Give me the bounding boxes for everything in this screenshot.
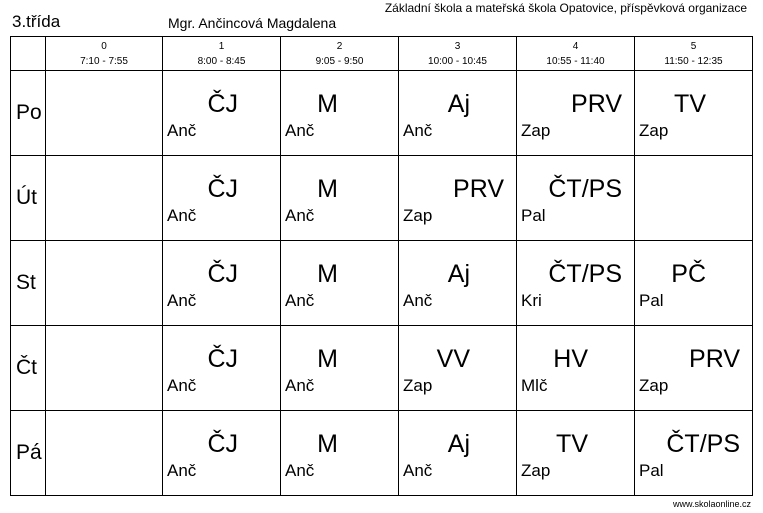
lesson-teacher: Anč (167, 376, 197, 395)
lesson-subject: ČT/PS (548, 175, 622, 203)
lesson-cell (399, 326, 517, 411)
lesson-subject: ČJ (207, 260, 238, 288)
lesson-teacher: Anč (167, 121, 197, 140)
school-name: Základní škola a mateřská škola Opatovice, příspěvková organizace (384, 1, 747, 15)
day-label: St (16, 271, 36, 294)
lesson-cell (517, 156, 635, 241)
lesson-cell (517, 241, 635, 326)
lesson-teacher: Anč (403, 291, 433, 310)
lesson-cell (635, 411, 753, 496)
lesson-subject: ČT/PS (666, 430, 740, 458)
lesson-cell (163, 411, 281, 496)
lesson-teacher: Zap (521, 461, 551, 480)
lesson-cell (46, 326, 163, 411)
lesson-teacher: Anč (285, 206, 315, 225)
period-header (635, 37, 753, 71)
day-cell (11, 326, 46, 411)
lesson-teacher: Pal (639, 291, 664, 310)
lesson-cell (281, 156, 399, 241)
period-header (46, 37, 163, 71)
day-label: Po (16, 101, 42, 124)
lesson-subject: ČJ (207, 175, 238, 203)
lesson-cell (46, 241, 163, 326)
lesson-subject: PRV (571, 90, 622, 118)
lesson-cell (517, 326, 635, 411)
lesson-teacher: Zap (403, 206, 433, 225)
lesson-subject: HV (553, 345, 588, 373)
lesson-cell (163, 326, 281, 411)
lesson-teacher: Anč (167, 206, 197, 225)
lesson-subject: ČJ (207, 430, 238, 458)
lesson-teacher: Pal (639, 461, 664, 480)
lesson-cell (46, 156, 163, 241)
lesson-teacher: Anč (403, 121, 433, 140)
lesson-subject: M (317, 175, 338, 203)
period-time: 11:50 - 12:35 (664, 56, 723, 67)
lesson-teacher: Zap (639, 376, 669, 395)
lesson-cell (281, 241, 399, 326)
period-time: 9:05 - 9:50 (315, 56, 364, 67)
period-number: 0 (101, 41, 107, 52)
period-number: 2 (336, 41, 343, 52)
lesson-cell (46, 411, 163, 496)
day-label: Čt (16, 356, 37, 379)
lesson-subject: PRV (689, 345, 740, 373)
lesson-subject: M (317, 260, 338, 288)
day-row (11, 326, 753, 411)
lesson-cell (635, 326, 753, 411)
class-name: 3.třída (12, 12, 61, 31)
period-number: 3 (454, 41, 461, 52)
day-row (11, 71, 753, 156)
period-time: 7:10 - 7:55 (80, 56, 128, 67)
lesson-teacher: Anč (285, 291, 315, 310)
lesson-teacher: Zap (639, 121, 669, 140)
lesson-teacher: Zap (521, 121, 551, 140)
lesson-cell (46, 71, 163, 156)
period-header (399, 37, 517, 71)
day-cell (11, 411, 46, 496)
lesson-cell (163, 71, 281, 156)
period-header (163, 37, 281, 71)
lesson-teacher: Anč (285, 461, 315, 480)
lesson-cell (163, 156, 281, 241)
lesson-subject: ČJ (207, 345, 238, 373)
lesson-subject: TV (556, 430, 588, 458)
lesson-subject: Aj (447, 430, 470, 458)
lesson-subject: Aj (447, 90, 470, 118)
lesson-cell (635, 241, 753, 326)
lesson-subject: ČT/PS (548, 260, 622, 288)
day-row (11, 411, 753, 496)
class-teacher: Mgr. Ančincová Magdalena (168, 15, 337, 31)
period-time: 10:00 - 10:45 (428, 56, 487, 67)
lesson-subject: M (317, 430, 338, 458)
lesson-subject: PČ (671, 260, 706, 288)
period-time: 8:00 - 8:45 (197, 56, 246, 67)
lesson-teacher: Mlč (521, 376, 548, 395)
lesson-teacher: Anč (403, 461, 433, 480)
lesson-cell (281, 71, 399, 156)
day-cell (11, 241, 46, 326)
lesson-subject: ČJ (207, 90, 238, 118)
lesson-subject: PRV (453, 175, 504, 203)
lesson-teacher: Anč (167, 291, 197, 310)
period-number: 1 (218, 41, 225, 52)
lesson-cell (399, 71, 517, 156)
corner-cell (11, 37, 46, 71)
footer-website: www.skolaonline.cz (672, 499, 751, 509)
lesson-cell (399, 156, 517, 241)
lesson-teacher: Zap (403, 376, 433, 395)
lesson-teacher: Anč (285, 121, 315, 140)
period-number: 5 (690, 41, 697, 52)
lesson-subject: VV (436, 345, 470, 373)
lesson-cell (281, 411, 399, 496)
lesson-cell (399, 241, 517, 326)
lesson-cell (517, 71, 635, 156)
period-time: 10:55 - 11:40 (546, 56, 605, 67)
lesson-cell (281, 326, 399, 411)
lesson-cell (635, 71, 753, 156)
period-number: 4 (572, 41, 579, 52)
lesson-subject: Aj (447, 260, 470, 288)
lesson-teacher: Anč (167, 461, 197, 480)
period-header (281, 37, 399, 71)
lesson-teacher: Pal (521, 206, 546, 225)
lesson-teacher: Anč (285, 376, 315, 395)
lesson-cell (517, 411, 635, 496)
timetable (10, 36, 753, 496)
day-label: Pá (16, 441, 42, 464)
day-cell (11, 156, 46, 241)
lesson-subject: TV (674, 90, 706, 118)
day-label: Út (16, 186, 37, 209)
lesson-cell (635, 156, 753, 241)
lesson-subject: M (317, 90, 338, 118)
period-header (517, 37, 635, 71)
lesson-cell (163, 241, 281, 326)
day-row (11, 156, 753, 241)
lesson-subject: M (317, 345, 338, 373)
day-cell (11, 71, 46, 156)
lesson-teacher: Kri (521, 291, 542, 310)
period-header-row (11, 37, 753, 71)
day-row (11, 241, 753, 326)
lesson-cell (399, 411, 517, 496)
